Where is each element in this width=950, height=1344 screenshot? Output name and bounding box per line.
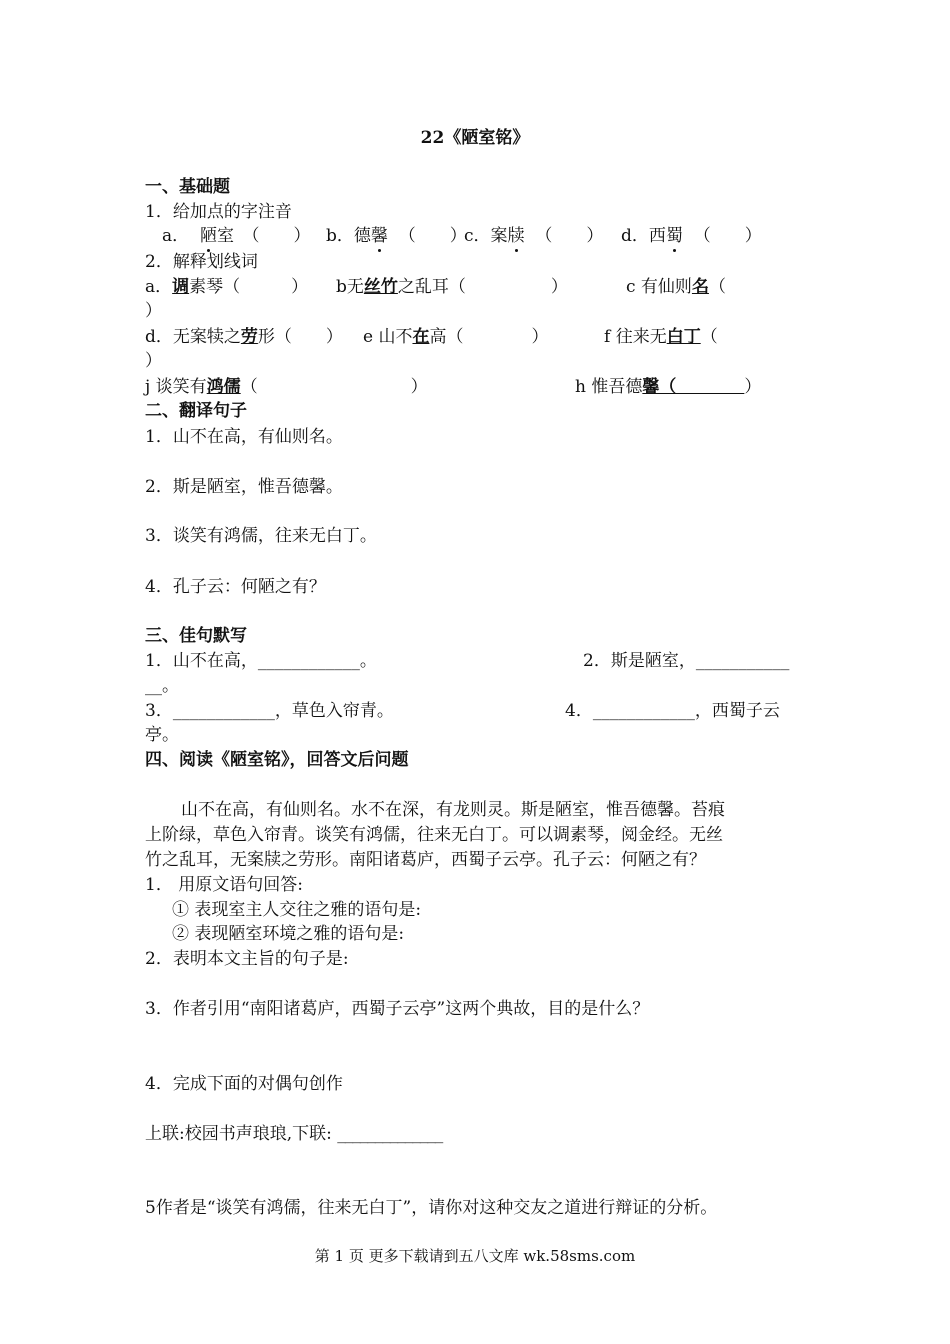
s1-q1-option-b: b．德馨 （ ） xyxy=(326,226,467,246)
s1-q2-item-j: j 谈笑有鸿儒（ ） xyxy=(145,377,428,397)
s1-q2-item-f: f 往来无白丁（ xyxy=(604,327,718,347)
s1-q2-item-e: e 山不在高（ ） xyxy=(363,327,549,347)
s4-q1-part-2: ② 表现陋室环境之雅的语句是: xyxy=(172,924,405,944)
s3-item-2: 2．斯是陋室，___________ xyxy=(583,651,790,671)
section-1-heading: 一、基础题 xyxy=(145,177,230,197)
s2-item-4: 4．孔子云：何陋之有？ xyxy=(145,577,326,597)
s2-item-1: 1．山不在高，有仙则名。 xyxy=(145,427,343,447)
s3-item-1: 1．山不在高，____________。 xyxy=(145,651,377,671)
page-footer: 第 1 页 更多下载请到五八文库 wk.58sms.com xyxy=(314,1247,636,1265)
dotted-char: 蜀 xyxy=(665,226,683,246)
passage-line-2: 上阶绿，草色入帘青。谈笑有鸿儒，往来无白丁。可以调素琴，阅金经。无丝 xyxy=(145,825,723,845)
s4-q4-couplet: 上联:校园书声琅琅,下联: ______________ xyxy=(145,1124,443,1144)
section-3-heading: 三、佳句默写 xyxy=(145,626,247,646)
dotted-char: 陋 xyxy=(199,226,217,246)
s1-q2-item-c: c 有仙则名（ xyxy=(626,277,726,297)
s1-q1-option-c: c．案牍 （ ） xyxy=(464,226,604,246)
passage-line-3: 竹之乱耳，无案牍之劳形。南阳诸葛庐，西蜀子云亭。孔子云：何陋之有？ xyxy=(145,850,706,870)
s4-q3: 3．作者引用“南阳诸葛庐，西蜀子云亭”这两个典故，目的是什么？ xyxy=(145,999,650,1019)
s1-q2: 2．解释划线词 xyxy=(145,252,258,272)
s1-q1-option-d: d．西蜀 （ ） xyxy=(621,226,762,246)
s4-q2: 2．表明本文主旨的句子是: xyxy=(145,949,349,969)
dotted-char: 牍 xyxy=(507,226,525,246)
s3-item-3: 3．____________，草色入帘青。 xyxy=(145,701,394,721)
s1-q1-option-a: a． 陋室 （ ） xyxy=(162,226,311,246)
s4-q1: 1． 用原文语句回答: xyxy=(145,875,303,895)
s1-q2-item-f-close: ） xyxy=(145,351,162,371)
s3-item-2-cont: __。 xyxy=(145,676,179,696)
section-4-heading: 四、阅读《陋室铭》，回答文后问题 xyxy=(145,750,409,770)
section-2-heading: 二、翻译句子 xyxy=(145,401,247,421)
s1-q2-item-c-close: ） xyxy=(145,301,162,321)
s1-q1: 1．给加点的字注音 xyxy=(145,202,292,222)
s1-q2-item-h: h 惟吾德馨（ ） xyxy=(575,377,762,397)
s4-q1-part-1: ① 表现室主人交往之雅的语句是: xyxy=(172,900,422,920)
passage-line-1: 山不在高，有仙则名。水不在深，有龙则灵。斯是陋室，惟吾德馨。苔痕 xyxy=(181,800,725,820)
s1-q2-item-a: a．调素琴（ ） xyxy=(145,277,309,297)
answer-blank: ______________ xyxy=(337,1124,443,1144)
s4-q5: 5作者是“谈笑有鸿儒，往来无白丁”，请你对这种交友之道进行辩证的分析。 xyxy=(145,1198,718,1218)
dotted-char: 馨 xyxy=(370,226,388,246)
s1-q2-item-d: d．无案犊之劳形（ ） xyxy=(145,327,343,347)
s4-q4: 4．完成下面的对偶句创作 xyxy=(145,1074,343,1094)
s3-item-4: 4．____________，西蜀子云 xyxy=(565,701,780,721)
s2-item-2: 2．斯是陋室，惟吾德馨。 xyxy=(145,477,343,497)
s1-q2-item-b: b无丝竹之乱耳（ ） xyxy=(336,277,568,297)
s3-item-4-cont: 亭。 xyxy=(145,725,179,745)
page-title: 22《陋室铭》 xyxy=(420,128,530,148)
s2-item-3: 3．谈笑有鸿儒，往来无白丁。 xyxy=(145,526,377,546)
